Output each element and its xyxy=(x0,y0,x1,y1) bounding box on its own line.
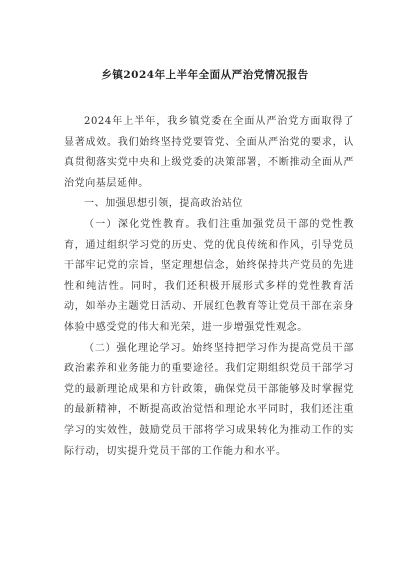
document-title: 乡镇2024年上半年全面从严治党情况报告 xyxy=(101,69,309,81)
intro-paragraph: 2024年上半年，我乡镇党委在全面从严治党方面取得了显著成效。我们始终坚持党要管党、全面从严治党的要求，认真贯彻落实党中央和上级党委的决策部署，不断推动全面从严治党向基层延伸。 xyxy=(64,116,354,189)
item-2-lead: （二）强化理论学习。 xyxy=(84,342,193,354)
item-1-text: 我们注重加强党员干部的党性教育，通过组织学习党的历史、党的优良传统和作风，引导党员干部牢记党的宗旨，坚定理想信念，始终保持共产党员的先进性和纯洁性。同时，我们还积极开展形式多样的党性教育活动，如举办主题党日活动、开展红色教育等让党员干部在亲身体验中感受党的伟大和光荣，进一步增强党性观念。 xyxy=(64,218,354,333)
item-2-text: 始终坚持把学习作为提高党员干部政治素养和业务能力的重要途径。我们定期组织党员干部学习党的最新理论成果和方针政策，确保党员干部能够及时掌握党的最新精神，不断提高政治觉悟和理论水平同时，我们还注重学习的实效性，鼓励党员干部将学习成果转化为推动工作的实际行动，切实提升党员干部的工作能力和水平。 xyxy=(64,342,355,457)
section-1-heading: 一、加强思想引领，提高政治站位 xyxy=(84,198,243,210)
section-1-item-2 xyxy=(64,339,354,463)
section-1-item-1 xyxy=(64,215,354,339)
document-body xyxy=(64,112,354,462)
item-1-lead: （一）深化党性教育。 xyxy=(84,218,197,230)
